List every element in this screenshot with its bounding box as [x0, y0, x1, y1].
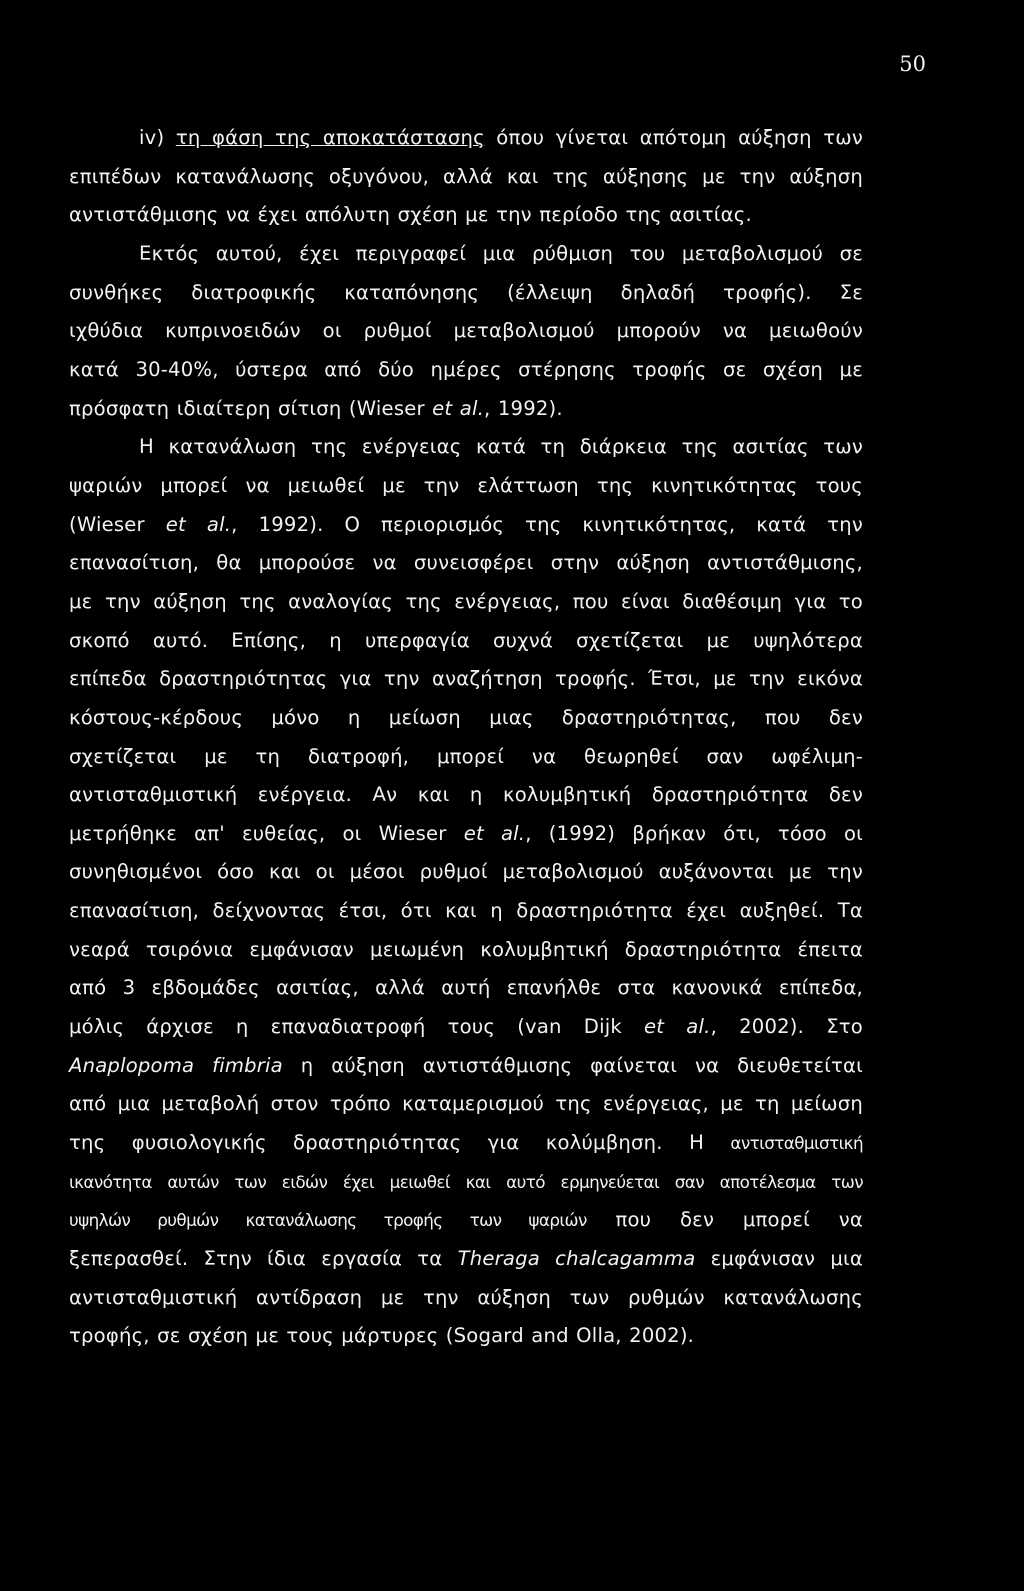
text-line: Η κατανάλωση της ενέργειας κατά τη διάρκεια της ασιτίας των — [139, 435, 863, 459]
text-line: αντιστάθμισης να έχει απόλυτη σχέση με την περίοδο της ασιτίας. — [69, 203, 752, 227]
text-line: από 3 εβδομάδες ασιτίας, αλλά αυτή επανήλθε στα κανονικά επίπεδα, — [69, 976, 863, 1000]
text-line: επιπέδων κατανάλωσης οξυγόνου, αλλά και της αύξησης με την αύξηση — [69, 164, 863, 188]
text-line: με την αύξηση της αναλογίας της ενέργειας, που είναι διαθέσιμη για το — [69, 589, 863, 613]
text-line: συνηθισμένοι όσο και οι μέσοι ρυθμοί μεταβολισμού αυξάνονται με την — [69, 860, 863, 884]
text-line: υψηλών ρυθμών κατανάλωσης τροφής των ψαριών που δεν μπορεί να — [69, 1208, 863, 1232]
text-line: σκοπό αυτό. Επίσης, η υπερφαγία συχνά σχετίζεται με υψηλότερα — [69, 628, 863, 652]
text-line: σχετίζεται με τη διατροφή, μπορεί να θεωρηθεί σαν ωφέλιμη- — [69, 744, 863, 768]
text-line: αντισταθμιστική ενέργεια. Αν και η κολυμβητική δραστηριότητα δεν — [69, 783, 863, 807]
text-line: επίπεδα δραστηριότητας για την αναζήτηση τροφής. Έτσι, με την εικόνα — [69, 667, 863, 691]
text-line: ικανότητα αυτών των ειδών έχει μειωθεί και αυτό ερμηνεύεται σαν αποτέλεσμα των — [69, 1171, 863, 1192]
text-line: Εκτός αυτού, έχει περιγραφεί μια ρύθμιση του μεταβολισμού σε — [139, 241, 863, 265]
text-line: αντισταθμιστική αντίδραση με την αύξηση των ρυθμών κατανάλωσης — [69, 1285, 863, 1309]
text-line: κατά 30-40%, ύστερα από δύο ημέρες στέρησης τροφής σε σχέση με — [69, 357, 863, 381]
text-line: κόστους-κέρδους μόνο η μείωση μιας δραστηριότητας, που δεν — [69, 705, 863, 729]
text-line: τροφής, σε σχέση με τους μάρτυρες (Sogard and Olla, 2002). — [69, 1324, 695, 1348]
text-line: επανασίτιση, δείχνοντας έτσι, ότι και η δραστηριότητα έχει αυξηθεί. Τα — [69, 899, 863, 923]
text-line: πρόσφατη ιδιαίτερη σίτιση (Wieser et al., 1992). — [69, 396, 563, 420]
text-line: μετρήθηκε απ' ευθείας, οι Wieser et al., (1992) βρήκαν ότι, τόσο οι — [69, 821, 863, 845]
text-line: επανασίτιση, θα μπορούσε να συνεισφέρει στην αύξηση αντιστάθμισης, — [69, 551, 863, 575]
text-line: μόλις άρχισε η επαναδιατροφή τους (van Dijk et al., 2002). Στο — [69, 1015, 863, 1039]
text-line: ιχθύδια κυπρινοειδών οι ρυθμοί μεταβολισμού μπορούν να μειωθούν — [69, 319, 863, 343]
body-paragraph — [69, 119, 863, 1356]
page-number: 50 — [899, 52, 926, 76]
text-line: Anaplopoma fimbria η αύξηση αντιστάθμισης φαίνεται να διευθετείται — [69, 1053, 864, 1077]
text-line: (Wieser et al., 1992). Ο περιορισμός της κινητικότητας, κατά την — [69, 512, 864, 536]
text-line: iv) τη φάση της αποκατάστασης όπου γίνεται απότομη αύξηση των — [139, 126, 863, 149]
text-line: από μια μεταβολή στον τρόπο καταμερισμού της ενέργειας, με τη μείωση — [69, 1092, 863, 1116]
text-line: συνθήκες διατροφικής καταπόνησης (έλλειψη δηλαδή τροφής). Σε — [69, 280, 863, 304]
text-line: της φυσιολογικής δραστηριότητας για κολύμβηση. Η αντισταθμιστική — [69, 1131, 863, 1155]
text-line: νεαρά τσιρόνια εμφάνισαν μειωμένη κολυμβητική δραστηριότητα έπειτα — [69, 937, 863, 961]
text-line: ξεπερασθεί. Στην ίδια εργασία τα Theraga chalcagamma εμφάνισαν μια — [69, 1247, 863, 1271]
text-line: ψαριών μπορεί να μειωθεί με την ελάττωση της κινητικότητας τους — [69, 473, 863, 497]
